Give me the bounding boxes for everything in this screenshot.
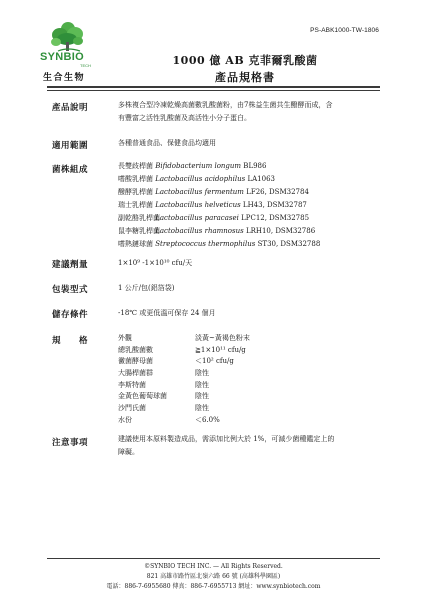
spec-row <box>118 403 268 415</box>
footer-copyright: ©SYNBIO TECH INC. — All Rights Reserved. <box>144 563 283 570</box>
strain-code: LRH10, DSM32786 <box>245 227 316 235</box>
logo-tech-mark: TECH <box>80 63 91 68</box>
description-line-1: 多株複合型冷凍乾燥高菌數乳酸菌粉，由7株益生菌共生醱酵而成，含 <box>118 101 333 109</box>
notes-label: 注意事項 <box>52 438 89 448</box>
application-label: 適用範圍 <box>52 141 89 151</box>
strain-latin-name: Lactobacillus rhamnosus <box>155 227 244 235</box>
spec-value: ＜6.0% <box>195 415 220 424</box>
strain-code: LF26, DSM32784 <box>246 188 309 196</box>
spec-row <box>118 391 268 403</box>
spec-value: 陰性 <box>195 380 209 389</box>
spec-row <box>118 356 268 368</box>
spec-item: 總乳酸菌數 <box>118 345 153 354</box>
packaging-text: 1 公斤/包(鋁箔袋) <box>118 284 175 292</box>
strain-latin-name: Bifidobacterium longum <box>155 162 242 170</box>
strain-chinese-name: 鼠李糖乳桿菌 <box>118 227 160 235</box>
specs-label: 規 格 <box>52 336 89 346</box>
strain-row <box>118 225 393 238</box>
spec-item: 外觀 <box>118 334 132 342</box>
storage-text: -18℃ 或更低溫可保存 24 個月 <box>118 309 216 317</box>
spec-row <box>118 333 268 345</box>
strain-code: LPC12, DSM32785 <box>241 214 310 222</box>
strain-chinese-name: 長雙歧桿菌 <box>118 162 153 170</box>
strain-row <box>118 238 393 251</box>
description-text <box>118 99 393 125</box>
spec-value: 陰性 <box>195 392 209 401</box>
spec-value: ≧1×10¹¹ cfu/g <box>195 345 246 354</box>
packaging-label: 包裝型式 <box>52 285 89 295</box>
strain-chinese-name: 嗜熱鏈球菌 <box>118 240 153 248</box>
application-text: 各種普通食品、保健食品均適用 <box>118 139 216 147</box>
logo-wordmark: SYNBIO <box>40 51 84 63</box>
notes-text <box>118 433 393 459</box>
strain-row <box>118 186 393 199</box>
description-label: 產品說明 <box>52 103 89 113</box>
spec-value: 陰性 <box>195 404 209 413</box>
storage-label: 儲存條件 <box>52 310 89 320</box>
spec-row <box>118 345 268 357</box>
footer-address: 821 高雄市路竹區北嶺六路 66 號 (高雄科學園區) <box>146 573 281 580</box>
strain-row <box>118 212 393 225</box>
strain-row <box>118 173 393 186</box>
strain-code: LH43, DSM32787 <box>242 201 307 209</box>
spec-item: 沙門氏菌 <box>118 404 146 413</box>
spec-item: 李斯特菌 <box>118 380 146 389</box>
spec-item: 金黃色葡萄球菌 <box>118 392 167 401</box>
strain-latin-name: Streptococcus thermophilus <box>155 240 256 248</box>
strain-chinese-name: 醱酵乳桿菌 <box>118 188 153 196</box>
header-divider-thin <box>47 90 380 91</box>
spec-value: ＜10² cfu/g <box>195 357 234 366</box>
strains-label: 菌株組成 <box>52 165 89 175</box>
spec-row <box>118 380 268 392</box>
notes-line-1: 建議使用本原料製造成品，需添加比例大於 1%，可減少菌種鑑定上的 <box>118 435 335 443</box>
description-line-2: 有豐富之活性乳酸菌及高活性小分子蛋白。 <box>118 114 251 122</box>
document-code: PS-ABK1000-TW-1806 <box>310 27 379 34</box>
dosage-text: 1×10⁹ -1×10¹⁰ cfu/天 <box>118 259 193 267</box>
strain-chinese-name: 嗜酸乳桿菌 <box>118 175 153 183</box>
strain-code: ST30, DSM32788 <box>257 240 321 248</box>
strain-list <box>118 160 393 251</box>
spec-table <box>118 333 268 427</box>
spec-item: 黴菌酵母菌 <box>118 357 153 366</box>
spec-row <box>118 415 268 427</box>
strain-latin-name: Lactobacillus acidophilus <box>155 175 246 183</box>
document-title: 1000 億 AB 克菲爾乳酸菌 <box>172 54 318 67</box>
footer-contact: 電話：886-7-6955680 傳真：886-7-6955713 網址：www.synbiotech.com <box>106 583 321 590</box>
dosage-label: 建議劑量 <box>52 260 89 270</box>
strain-code: BL986 <box>243 162 267 170</box>
strain-latin-name: Lactobacillus paracasei <box>155 214 239 222</box>
strain-chinese-name: 瑞士乳桿菌 <box>118 201 153 209</box>
logo-chinese-name: 生合生物 <box>43 73 86 83</box>
spec-row <box>118 368 268 380</box>
company-logo <box>40 20 102 83</box>
spec-value: 陰性 <box>195 369 209 378</box>
notes-line-2: 障礙。 <box>118 448 139 456</box>
strain-chinese-name: 副乾酪乳桿菌 <box>118 214 160 222</box>
spec-value: 淡黃~黃褐色粉末 <box>195 334 250 342</box>
document-subtitle: 產品規格書 <box>215 71 275 84</box>
strain-latin-name: Lactobacillus fermentum <box>155 188 244 196</box>
strain-latin-name: Lactobacillus helveticus <box>155 201 241 209</box>
header-divider <box>47 86 380 88</box>
strain-row <box>118 199 393 212</box>
spec-item: 水份 <box>118 415 132 424</box>
strain-row <box>118 160 393 173</box>
footer-divider <box>47 558 380 559</box>
strain-code: LA1063 <box>247 175 275 183</box>
spec-item: 大腸桿菌群 <box>118 369 153 378</box>
tree-logo-icon <box>40 20 102 54</box>
